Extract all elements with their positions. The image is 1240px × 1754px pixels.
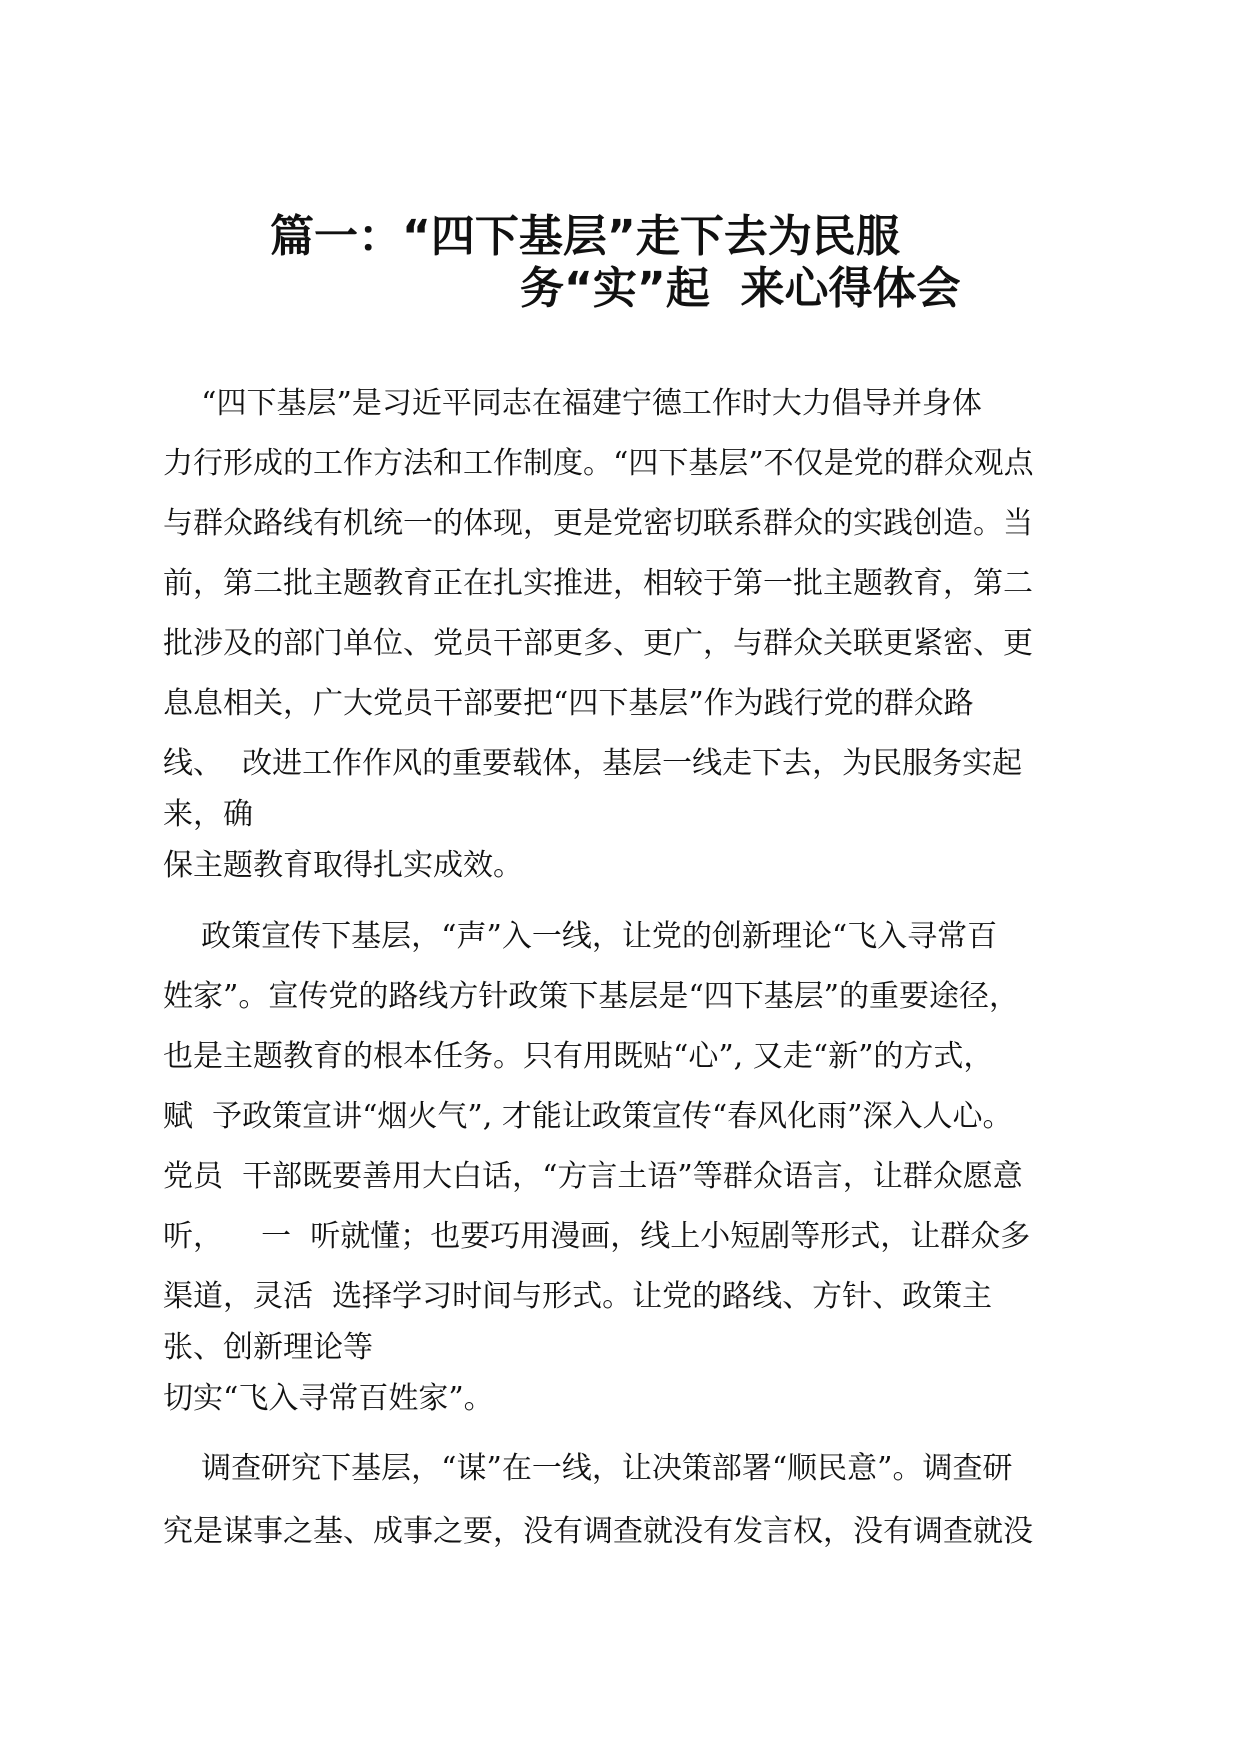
paragraph-line: 政策宣传下基层，“声”入一线，让党的创新理论“飞入寻常百 <box>163 919 998 954</box>
title-line-1: 篇一：“四下基层”走下去为民服 <box>270 211 900 262</box>
paragraph-line: 保主题教育取得扎实成效。 <box>163 848 523 883</box>
paragraph-line: 调查研究下基层，“谋”在一线，让决策部署“顺民意”。调查研 <box>163 1451 1013 1486</box>
paragraph-line: 与群众路线有机统一的体现，更是党密切联系群众的实践创造。当 <box>163 506 1033 541</box>
paragraph-line: 姓家”。宣传党的路线方针政策下基层是“四下基层”的重要途径， <box>163 979 1020 1014</box>
paragraph-line: 批涉及的部门单位、党员干部更多、更广，与群众关联更紧密、更 <box>163 626 1033 661</box>
paragraph-line: 力行形成的工作方法和工作制度。“四下基层”不仅是党的群众观点 <box>163 446 1034 481</box>
paragraph-line: 渠道，灵活 选择学习时间与形式。让党的路线、方针、政策主 <box>163 1279 993 1314</box>
paragraph-line: “四下基层”是习近平同志在福建宁德工作时大力倡导并身体 <box>163 386 982 421</box>
document-title <box>0 0 1240 314</box>
paragraph-line: 也是主题教育的根本任务。只有用既贴“心”, 又走“新”的方式， <box>163 1039 994 1074</box>
paragraph-line: 张、创新理论等 <box>163 1330 373 1365</box>
paragraph-line: 前，第二批主题教育正在扎实推进，相较于第一批主题教育，第二 <box>163 566 1033 601</box>
paragraph-line: 息息相关，广大党员干部要把“四下基层”作为践行党的群众路 <box>163 686 974 721</box>
paragraph-line: 来，确 <box>163 797 253 832</box>
paragraph-line: 听， 一 听就懂；也要巧用漫画，线上小短剧等形式，让群众多 <box>163 1219 1031 1254</box>
paragraph-line: 切实“飞入寻常百姓家”。 <box>163 1381 494 1416</box>
paragraph-line: 究是谋事之基、成事之要，没有调查就没有发言权，没有调查就没 <box>163 1514 1033 1549</box>
title-line-2: 务“实”起 来心得体会 <box>520 263 961 314</box>
paragraph-line: 线、 改进工作作风的重要载体，基层一线走下去，为民服务实起 <box>163 746 1023 781</box>
paragraph-line: 党员 干部既要善用大白话，“方言土语”等群众语言，让群众愿意 <box>163 1159 1023 1194</box>
paragraph-line: 赋 予政策宣讲“烟火气”, 才能让政策宣传“春风化雨”深入人心。 <box>163 1099 1013 1134</box>
